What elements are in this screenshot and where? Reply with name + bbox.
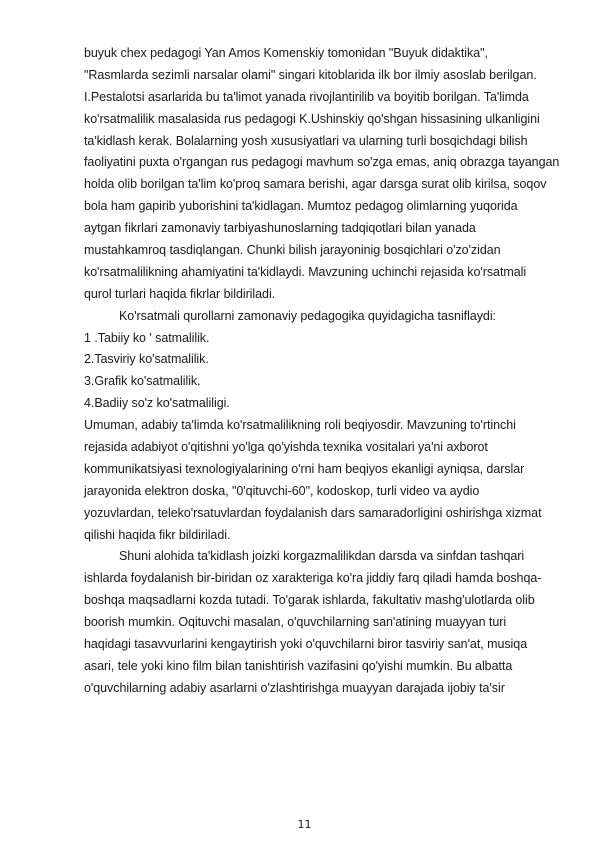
page-number: 11 <box>297 818 312 831</box>
text-line: buyuk chex pedagogi Yan Amos Komenskiy tomonidan "Buyuk didaktika", <box>84 46 488 60</box>
text-line: 3.Grafik ko'satmalilik. <box>84 374 201 389</box>
text-line: Shuni alohida ta'kidlash joizki korgazmalilikdan darsda va sinfdan tashqari <box>119 549 525 564</box>
text-line: jarayonida elektron doska, "0'qituvchi-60", kodoskop, turli video va aydio <box>84 483 480 498</box>
text-line: I.Pestalotsi asarlarida bu ta'limot yanada rivojlantirilib va boyitib borilgan. Ta'limda <box>84 89 529 104</box>
text-line: boorish mumkin. Oqituvchi masalan, o'quvchilarning san'atining muayyan turi <box>84 615 507 630</box>
document-body <box>84 43 574 700</box>
text-line: asari, tele yoki kino film bilan tanishtirish vazifasini qo'yishi mumkin. Bu albatta <box>84 658 513 673</box>
text-line: holda olib borilgan ta'lim ko'proq samara berishi, agar darsga surat olib kirilsa, soqov <box>84 177 547 192</box>
text-line: 2.Tasviriy ko'satmalilik. <box>84 352 209 367</box>
text-line: aytgan fikrlari zamonaviy tarbiyashunoslarning tadqiqotlari bilan yanada <box>84 221 476 236</box>
text-line: kommunikatsiyasi texnologiyalarining o'rni ham beqiyos ekanligi ayniqsa, darslar <box>84 461 525 476</box>
text-line: ko'rsatmalilikning ahamiyatini ta'kidlaydi. Mavzuning uchinchi rejasida ko'rsatmali <box>84 264 527 279</box>
text-line: bola ham gapirib yuborishini ta'kidlagan. Mumtoz pedagog olimlarning yuqorida <box>84 199 518 214</box>
text-line: mustahkamroq tasdiqlangan. Chunki bilish jarayoninig bosqichlari o'zo'zidan <box>84 243 501 258</box>
text-line: 1 .Tabiiy ko ' satmalilik. <box>84 330 210 345</box>
text-line: qilishi haqida fikr bildiriladi. <box>84 527 231 542</box>
text-line: "Rasmlarda sezimli narsalar olami" singari kitoblarida ilk bor ilmiy asoslab berilgan. <box>84 67 537 82</box>
text-line: boshqa maqsadlarni kozda tutadi. To'garak ishlarda, fakultativ mashg'ulotlarda olib <box>84 593 535 608</box>
text-line: qurol turlari haqida fikrlar bildiriladi. <box>84 286 276 301</box>
text-line: faoliyatini puxta o'rgangan rus pedagogi mavhum so'zga emas, aniq obrazga tayangan <box>84 155 560 170</box>
text-line: yozuvlardan, teleko'rsatuvlardan foydalanish dars samaradorligini oshirishga xizmat <box>84 505 542 520</box>
text-line: o'quvchilarning adabiy asarlarni o'zlashtirishga muayyan darajada ijobiy ta'sir <box>84 680 505 695</box>
text-line: ishlarda foydalanish bir-biridan oz xarakteriga ko'ra jiddiy farq qiladi hamda boshqa- <box>84 571 542 586</box>
text-line: Ko'rsatmali qurollarni zamonaviy pedagogika quyidagicha tasniflaydi: <box>119 308 496 323</box>
text-line: haqidagi tasavvurlarini kengaytirish yoki o'quvchilarni biror tasviriy san'at, musiqa <box>84 637 528 652</box>
text-line: ko'rsatmalilik masalasida rus pedagogi K.Ushinskiy qo'shgan hissasining ulkanligini <box>84 111 540 126</box>
text-line: 4.Badiiy so'z ko'satmaliligi. <box>84 396 230 411</box>
text-line: Umuman, adabiy ta'limda ko'rsatmalilikning roli beqiyosdir. Mavzuning to'rtinchi <box>84 418 516 433</box>
text-line: rejasida adabiyot o'qitishni yo'lga qo'yishda texnika vositalari ya'ni axborot <box>84 440 488 455</box>
text-line: ta'kidlash kerak. Bolalarning yosh xususiyatlari va ularning turli bosqichdagi bilish <box>84 133 528 148</box>
